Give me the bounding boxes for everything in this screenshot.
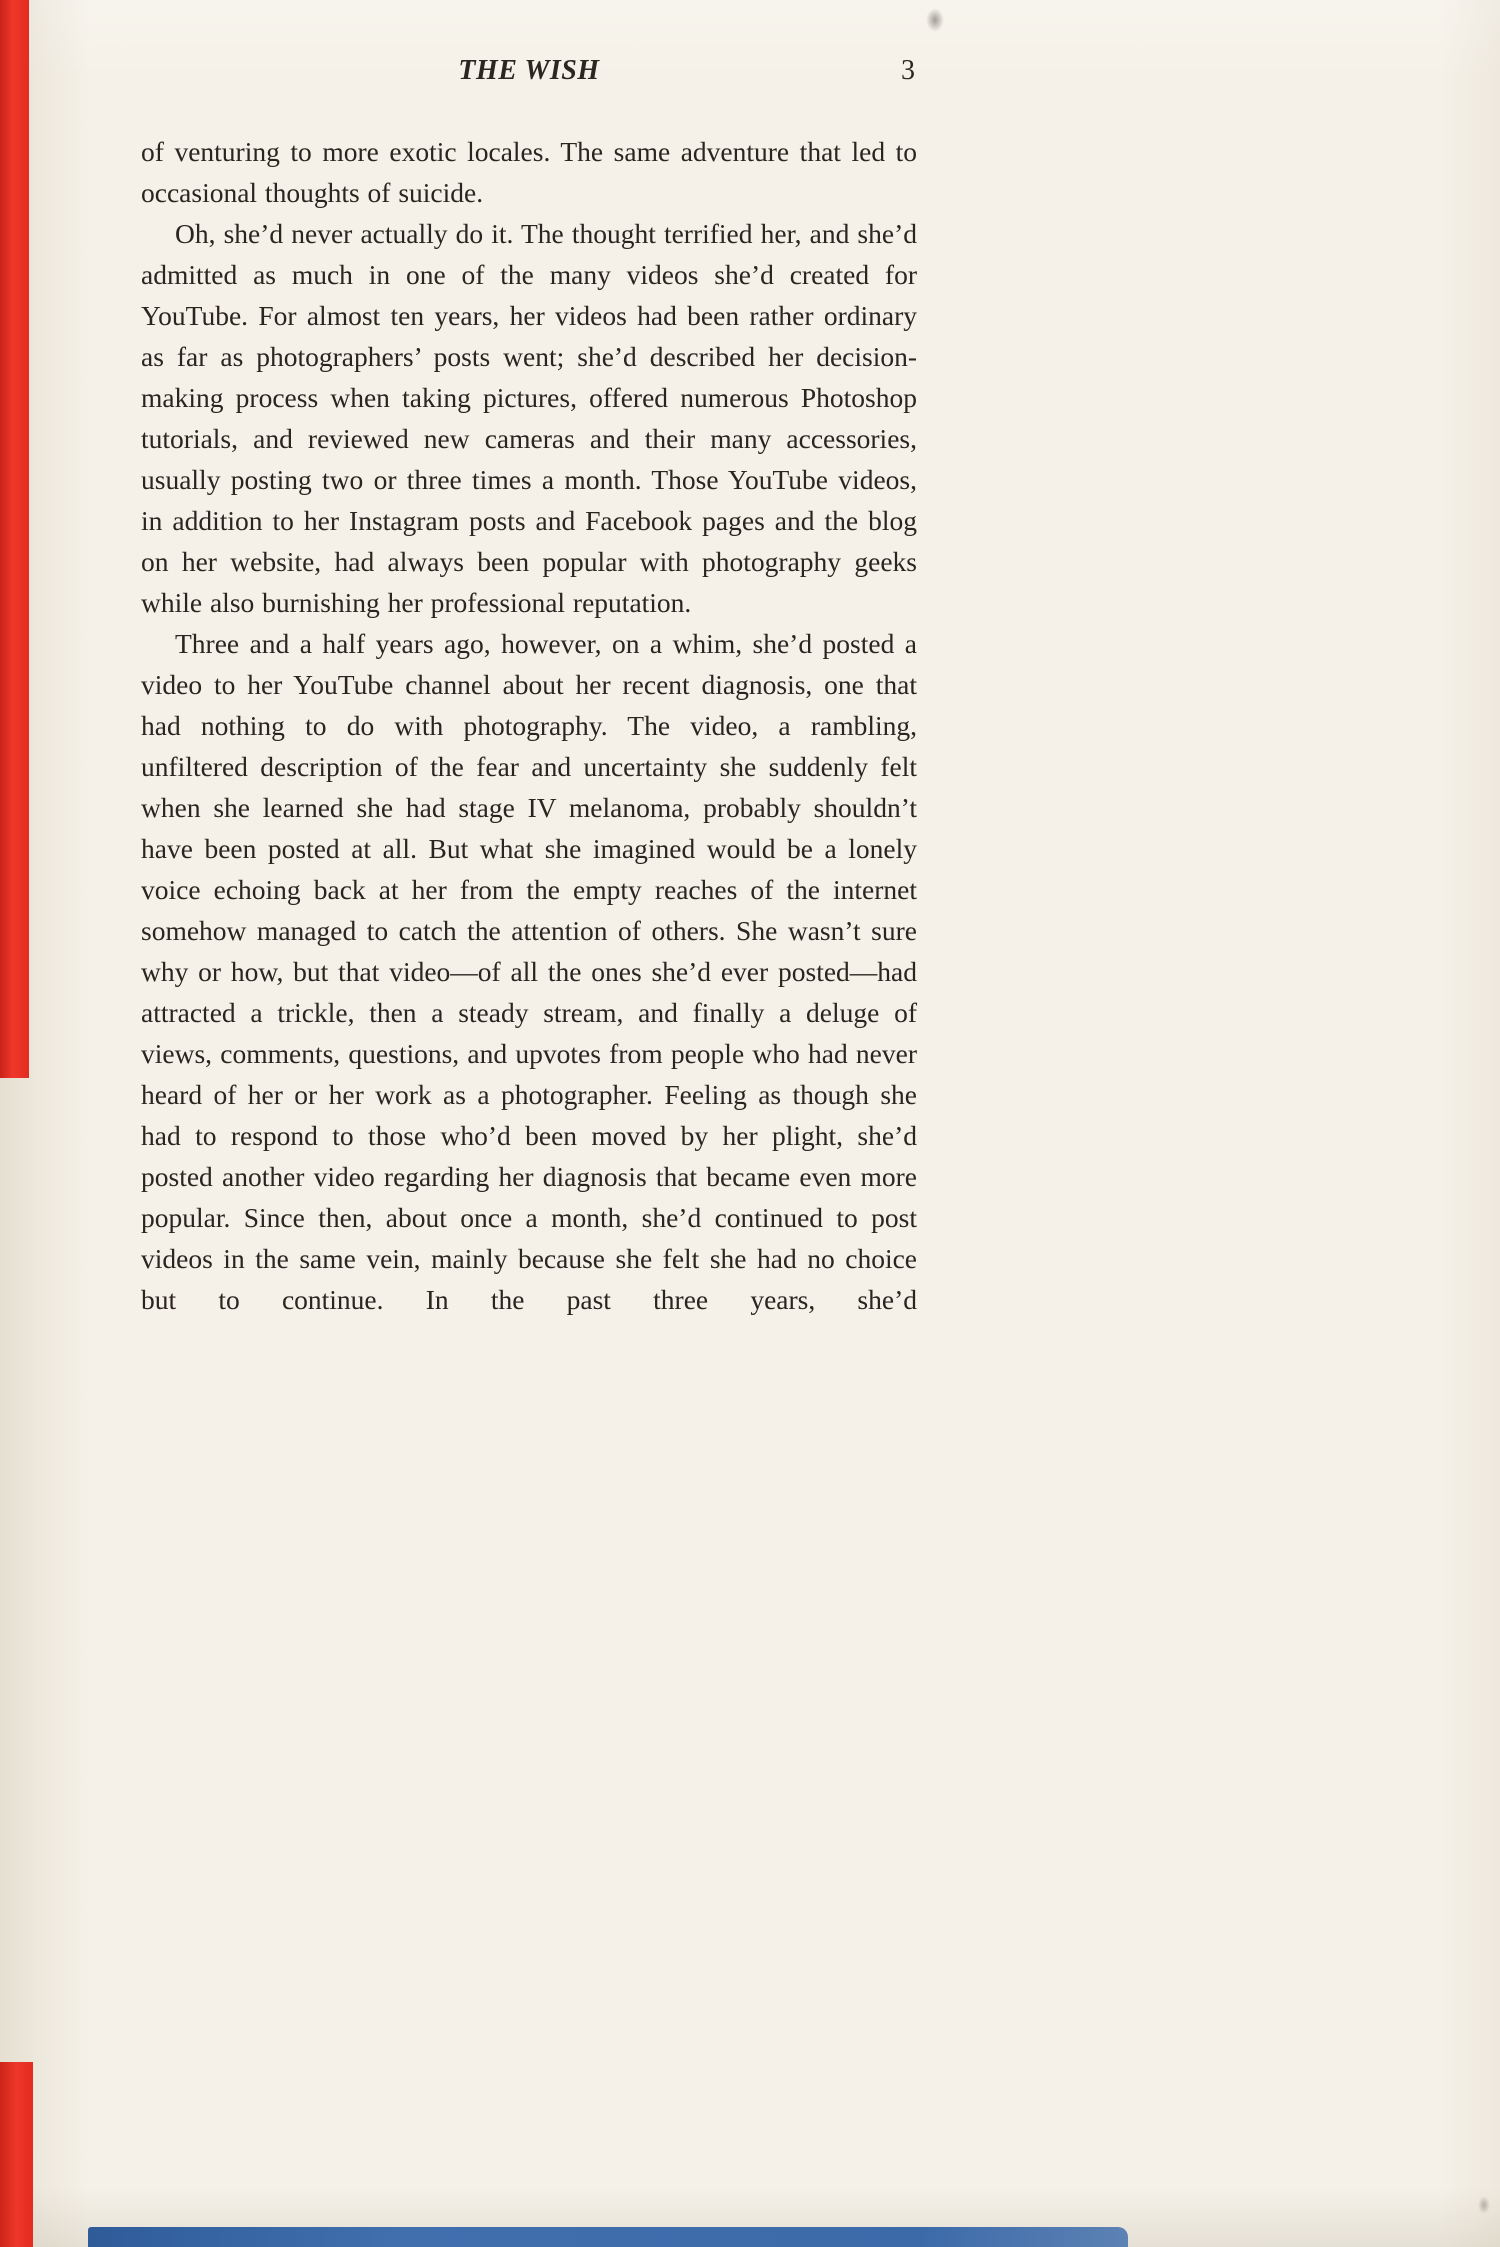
red-cover-edge-top <box>0 0 29 1078</box>
page-body-text <box>141 131 917 1320</box>
paragraph: Oh, she’d never actually do it. The thought terrified her, and she’d admitted as much in one of the many videos she’d created for YouTube. For almost ten years, her videos had been rather ordinary as far as photographers’ posts went; she’d described her decision-making process when taking pictures, offered numerous Photoshop tutorials, and reviewed new cameras and their many accessories, usually posting two or three times a month. Those YouTube videos, in addition to her Instagram posts and Facebook pages and the blog on her website, had always been popular with photography geeks while also burnishing her professional reputation. <box>141 218 917 618</box>
blue-book-edge-bottom <box>88 2227 1128 2247</box>
scan-artifact-speck <box>1478 2196 1490 2214</box>
scan-artifact-speck <box>926 8 944 32</box>
red-cover-edge-bottom <box>0 2062 33 2247</box>
page-header <box>141 55 917 95</box>
paragraph: of venturing to more exotic locales. The same adventure that led to occasional thoughts of suicide. <box>141 136 917 208</box>
running-header-title: THE WISH <box>458 55 600 86</box>
paragraph: Three and a half years ago, however, on a whim, she’d posted a video to her YouTube channel about her recent diagnosis, one that had nothing to do with photography. The video, a rambling, unfiltered description of the fear and uncertainty she suddenly felt when she learned she had stage IV melanoma, probably shouldn’t have been posted at all. But what she imagined would be a lonely voice echoing back at her from the empty reaches of the internet somehow managed to catch the attention of others. She wasn’t sure why or how, but that video—of all the ones she’d ever posted—had attracted a trickle, then a steady stream, and finally a deluge of views, comments, questions, and upvotes from people who had never heard of her or her work as a photographer. Feeling as though she had to respond to those who’d been moved by her plight, she’d posted another video regarding her diagnosis that became even more popular. Since then, about once a month, she’d continued to post videos in the same vein, mainly because she felt she had no choice but to continue. In the past three years, she’d <box>141 628 917 1315</box>
page-number: 3 <box>901 55 915 86</box>
